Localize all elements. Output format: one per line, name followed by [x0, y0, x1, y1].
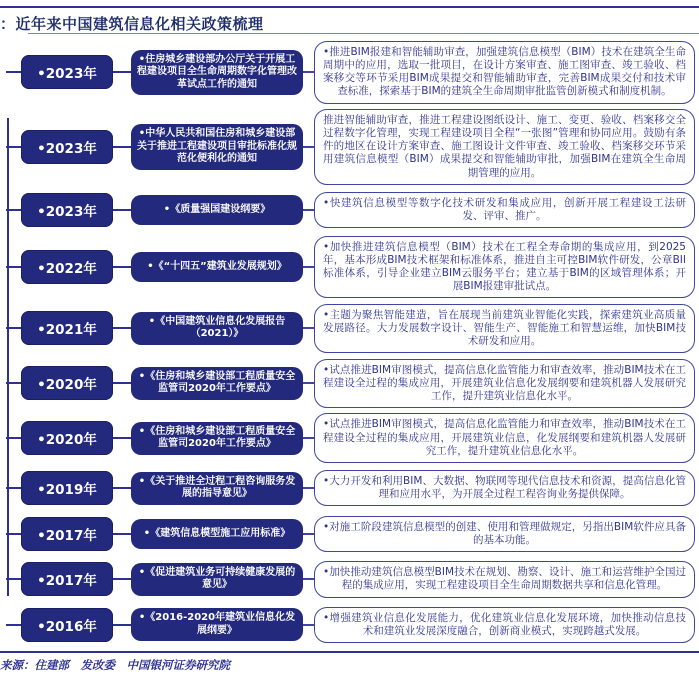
policy-description: 推进智能辅助审查，推进工程建设图纸设计、施工、变更、验收、档案移交全过程数字化管理，实现工程建设项目全程“一张图”管理和协同应用。鼓励有条件的地区在设计方案审查、施工图设计文件审查、竣工验收、档案移交环节采用建筑信息模型（BIM）成果提交和智能辅助审批，加强BIM在建筑全生命周期管理的应用。 — [323, 114, 686, 179]
policy-title: •《关于推进全过程工程咨询服务发展的指导意见》 — [138, 475, 296, 500]
timeline-row — [6, 559, 699, 599]
policy-box — [131, 608, 303, 641]
connector-line — [113, 578, 131, 580]
year-box — [21, 471, 113, 505]
policy-title: •《中国建筑业信息化发展报告（2021）》 — [148, 315, 286, 340]
spine-connector-line — [6, 382, 21, 384]
spine-connector-line — [6, 578, 21, 580]
connector-line — [113, 437, 131, 439]
policy-description-bubble — [314, 236, 695, 299]
policy-description: •推进BIM报建和智能辅助审查，加强建筑信息模型（BIM）技术在建筑全生命周期中的应用，选取一批项目，在设计方案审查、施工图审查、竣工验收、档案移交等环节采用BIM成果提交和智能辅助审查，完善BIM成果交付和技术审查标准，探索基于BIM的建筑全生命周期审批监管创新模式和制度机制。 — [323, 46, 686, 98]
policy-title: •《“十四五”建筑业发展规划》 — [147, 260, 287, 272]
policy-description-bubble — [314, 109, 695, 185]
timeline-row — [6, 605, 699, 645]
title-divider — [28, 33, 699, 34]
year-label: •2023年 — [37, 140, 97, 157]
connector-line — [303, 146, 314, 148]
connector-line — [303, 382, 314, 384]
timeline-row — [6, 190, 699, 230]
year-label: •2021年 — [37, 322, 97, 339]
policy-description: •大力开发和利用BIM、大数据、物联网等现代信息技术和资源，提高信息化管理和应用水平，为开展全过程工程咨询业务提供保障。 — [323, 475, 686, 501]
policy-title: •《促进建筑业务可持续健康发展的意见》 — [138, 566, 296, 591]
connector-line — [303, 533, 314, 535]
spine-connector-line — [6, 624, 21, 626]
policy-description-bubble — [314, 607, 695, 643]
policy-title: •《住房和城乡建设部工程质量安全监管司2020年工作要点》 — [138, 370, 296, 395]
timeline — [0, 40, 699, 646]
connector-line — [113, 533, 131, 535]
policy-description-bubble — [314, 561, 695, 597]
year-label: •2023年 — [37, 204, 97, 221]
policy-description: •加快推进建筑信息模型（BIM）技术在工程全寿命期的集成应用，到2025年，基本形成BIM技术框架和标准体系，推进自主可控BIM软件研发，公章BII标准体系，引导企业建立BIM云服务平台；建立基于BIM的区域管理体系；开展BIM报建审批试点。 — [323, 240, 686, 293]
policy-description-bubble — [314, 470, 695, 506]
policy-description-bubble — [314, 359, 695, 408]
year-box — [21, 55, 113, 89]
connector-line — [113, 71, 131, 73]
connector-line — [303, 266, 314, 268]
spine-connector-line — [6, 71, 21, 73]
policy-box — [131, 50, 303, 96]
spine-connector-line — [6, 146, 21, 148]
connector-line — [303, 624, 314, 626]
policy-description: •加快推动建筑信息模型BIM技术在规划、勘察、设计、施工和运营维护全国过程的集成应用，实现工程建设项目全生命周期数据共享和信息化管理。 — [323, 566, 686, 592]
connector-line — [303, 437, 314, 439]
policy-title: •《质量强国建设纲要》 — [163, 203, 271, 215]
top-divider — [0, 6, 699, 8]
year-box — [21, 193, 113, 227]
connector-line — [303, 209, 314, 211]
year-label: •2022年 — [37, 260, 97, 277]
year-label: •2017年 — [37, 573, 97, 590]
policy-box — [131, 252, 303, 282]
policy-box — [131, 367, 303, 400]
connector-line — [303, 71, 314, 73]
timeline-row — [6, 514, 699, 554]
timeline-row — [6, 304, 699, 353]
policy-description-bubble — [314, 304, 695, 353]
policy-description: •试点推进BIM审图模式，提高信息化监管能力和审查效率，推动BIM技术在工程建设全过程的集成应用，开展建筑业信息化发展纲要和建筑机器人发展研究工作，提升建筑业信息化水平。 — [323, 363, 686, 402]
policy-title: •中华人民共和国住房和城乡建设部关于推进工程建设项目审批标准化规范化便利化的通知 — [137, 128, 297, 165]
policy-description: •试点推进BIM审图模式，提高信息化监管能力和审查效率，推动BIM技术在工程建设全过程的集成应用，开展建筑业信息，化发展纲要和建筑机器人发展研究工作，提升建筑业信息化水平。 — [323, 418, 686, 457]
policy-description-bubble — [314, 516, 695, 552]
year-box — [21, 562, 113, 596]
spine-connector-line — [6, 209, 21, 211]
year-box — [21, 608, 113, 642]
policy-title: •住房城乡建设部办公厅关于开展工程建设项目全生命周期数字化管理改革试点工作的通知 — [137, 53, 297, 90]
year-label: •2019年 — [37, 482, 97, 499]
spine-connector-line — [6, 487, 21, 489]
year-label: •2017年 — [37, 527, 97, 544]
policy-description: •主题为聚焦智能建造，旨在展现当前建筑业智能化实践，探索建筑业高质量发展路径。大力发展数字设计、智能生产、智能施工和智慧运维，加快BIM技术研发和应用。 — [323, 308, 686, 347]
connector-line — [303, 578, 314, 580]
connector-line — [113, 146, 131, 148]
connector-line — [303, 327, 314, 329]
timeline-row — [6, 236, 699, 299]
policy-description-bubble — [314, 41, 695, 104]
connector-line — [113, 266, 131, 268]
year-box — [21, 250, 113, 284]
timeline-row — [6, 41, 699, 104]
source-note: 来源：住建部 发改委 中国银河证券研究院 — [0, 660, 230, 672]
policy-description: •对施工阶段建筑信息模型的创建、使用和管理做规定，另指出BIM软件应具备的基本功能。 — [323, 520, 686, 546]
timeline-row — [6, 359, 699, 408]
policy-box — [131, 472, 303, 505]
spine-connector-line — [6, 327, 21, 329]
year-label: •2023年 — [37, 66, 97, 83]
policy-box — [131, 422, 303, 455]
connector-line — [303, 487, 314, 489]
timeline-row — [6, 468, 699, 508]
policy-title: •《2016-2020年建筑业信息化发展纲要》 — [138, 612, 296, 636]
policy-box — [131, 195, 303, 225]
year-box — [21, 421, 113, 455]
timeline-row — [6, 413, 699, 462]
timeline-row — [6, 109, 699, 185]
policy-description: •快建筑信息模型等数字化技术研发和集成应用，创新开展工程建设工法研发、评审、推广。 — [323, 197, 686, 223]
policy-box — [131, 312, 303, 345]
connector-line — [113, 327, 131, 329]
connector-line — [113, 382, 131, 384]
year-box — [21, 130, 113, 164]
spine-connector-line — [6, 437, 21, 439]
connector-line — [113, 624, 131, 626]
year-box — [21, 366, 113, 400]
year-label: •2016年 — [37, 618, 97, 635]
policy-description-bubble — [314, 413, 695, 462]
spine-connector-line — [6, 533, 21, 535]
year-box — [21, 311, 113, 345]
figure-title: ：近年来中国建筑信息化相关政策梳理 — [0, 15, 264, 33]
year-box — [21, 517, 113, 551]
connector-line — [113, 209, 131, 211]
policy-description: •增强建筑业信息化发展能力，优化建筑业信息化发展环境，加快推动信息技术和建筑业发展深度融合，创新商业模式，实现跨越式发展。 — [323, 611, 686, 637]
connector-line — [113, 487, 131, 489]
year-label: •2020年 — [37, 432, 97, 449]
year-label: •2020年 — [37, 377, 97, 394]
policy-description-bubble — [314, 192, 695, 228]
policy-title: •《建筑信息模型施工应用标准》 — [143, 527, 291, 539]
policy-box — [131, 124, 303, 170]
policy-title: •《住房和城乡建设部工程质量安全监管司2020年工作要点》 — [138, 425, 296, 450]
spine-connector-line — [6, 266, 21, 268]
policy-box — [131, 519, 303, 549]
policy-box — [131, 563, 303, 596]
bottom-divider — [0, 651, 699, 653]
